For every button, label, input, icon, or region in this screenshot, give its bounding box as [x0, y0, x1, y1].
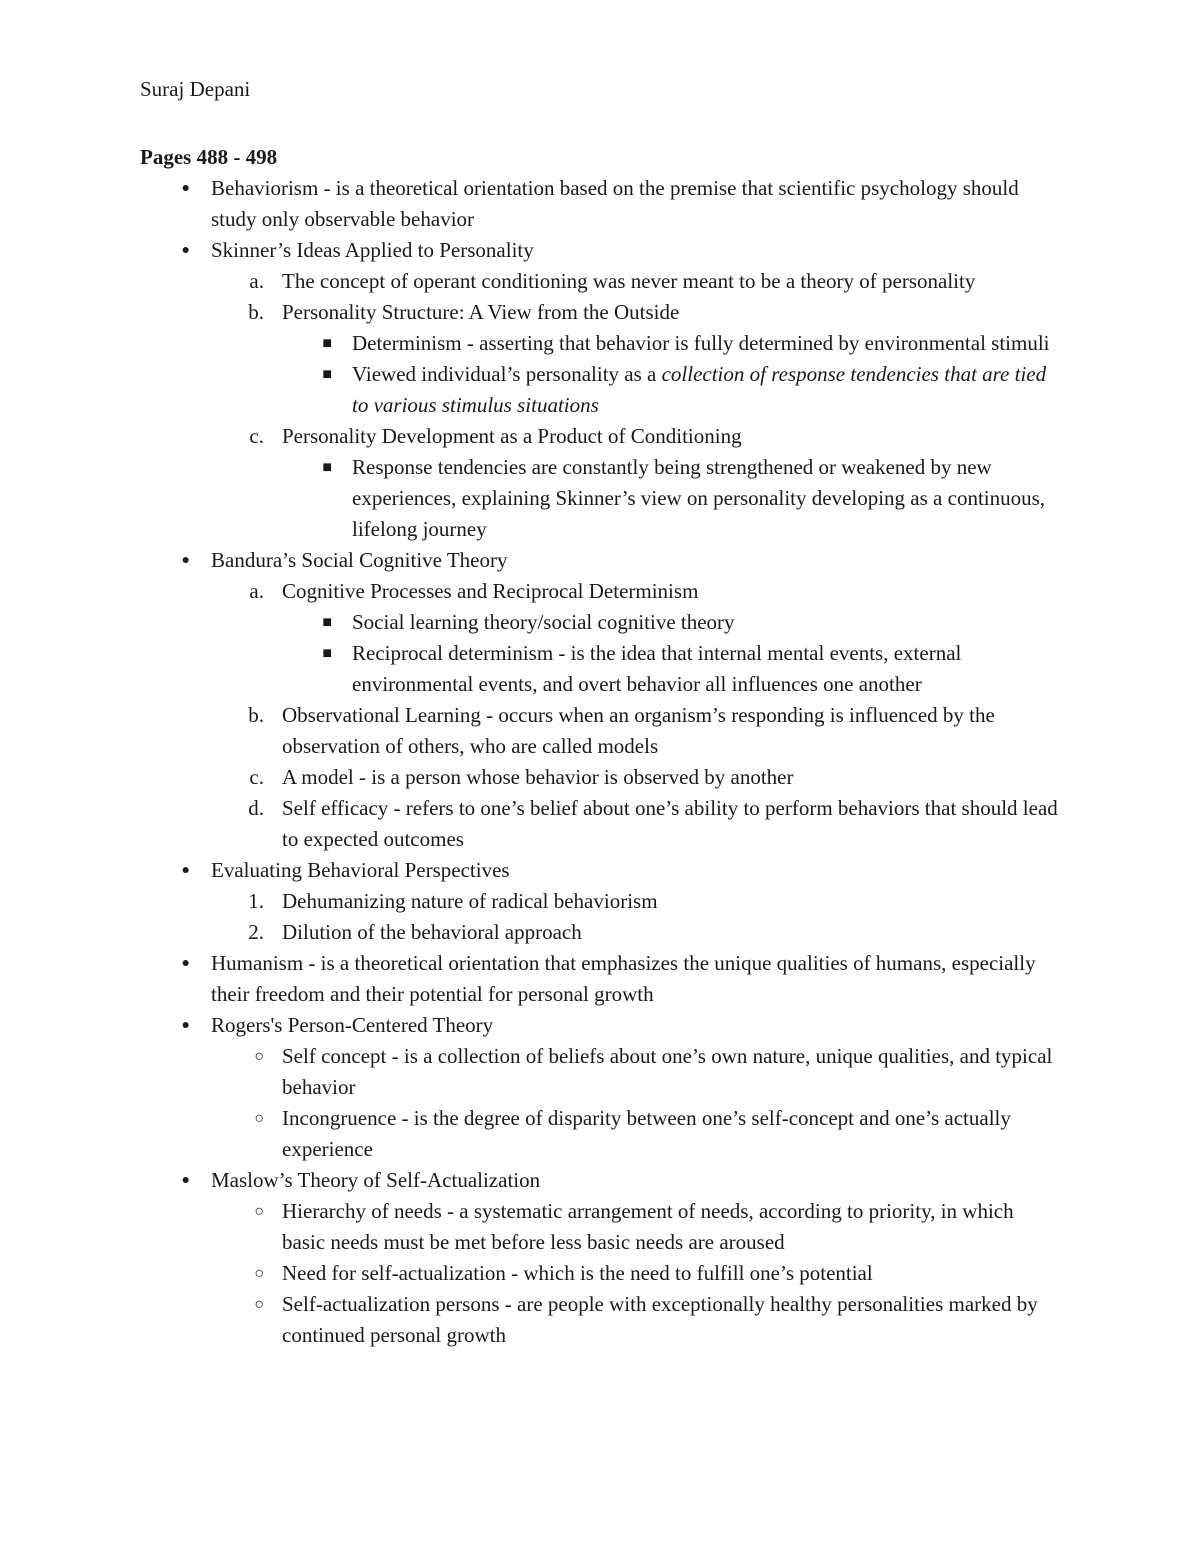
list-item-text: Behaviorism - is a theoretical orientation based on the premise that scientific psychology should study only observable behavior [211, 176, 1019, 231]
list-item [140, 359, 1060, 421]
list-item-text: Response tendencies are constantly being strengthened or weakened by new experiences, explaining Skinner’s view on personality developing as a continuous, lifelong journey [352, 455, 1046, 541]
list-item [140, 1258, 1060, 1289]
main-bullet-list [140, 173, 1060, 1351]
list-item-text: Skinner’s Ideas Applied to Personality [211, 238, 534, 262]
list-item-text: Self concept - is a collection of beliefs about one’s own nature, unique qualities, and typical behavior [282, 1044, 1053, 1099]
skinner-sublist [140, 266, 1060, 545]
list-item [140, 793, 1060, 855]
list-item-text: Maslow’s Theory of Self-Actualization [211, 1168, 541, 1192]
list-item [140, 421, 1060, 452]
list-item-text: The concept of operant conditioning was never meant to be a theory of personality [282, 269, 976, 293]
list-item [140, 297, 1060, 328]
letter-marker: b. [248, 300, 264, 324]
list-item-text: Personality Development as a Product of Conditioning [282, 424, 742, 448]
circle-bullet-icon: ○ [254, 1110, 264, 1127]
list-item [140, 917, 1060, 948]
letter-marker: a. [249, 269, 264, 293]
list-item [140, 607, 1060, 638]
list-item-text: Personality Structure: A View from the Outside [282, 300, 680, 324]
list-item-text: Bandura’s Social Cognitive Theory [211, 548, 508, 572]
personality-development-sublist [140, 452, 1060, 545]
list-item-text: Self efficacy - refers to one’s belief about one’s ability to perform behaviors that should lead to expected outcomes [282, 796, 1058, 851]
list-item-text: Need for self-actualization - which is the need to fulfill one’s potential [282, 1261, 873, 1285]
list-item-text: Determinism - asserting that behavior is fully determined by environmental stimuli [352, 331, 1050, 355]
list-item-text: Evaluating Behavioral Perspectives [211, 858, 510, 882]
notes-body [140, 142, 1060, 1351]
letter-marker: b. [248, 703, 264, 727]
circle-bullet-icon: ○ [254, 1048, 264, 1065]
letter-marker: c. [249, 424, 264, 448]
list-item-text: Social learning theory/social cognitive theory [352, 610, 735, 634]
disc-bullet-icon: ● [181, 1018, 190, 1033]
square-bullet-icon: ■ [322, 614, 332, 631]
list-item-humanism [140, 948, 1060, 1010]
list-item-text: Observational Learning - occurs when an organism’s responding is influenced by the observation of others, who are called models [282, 703, 995, 758]
disc-bullet-icon: ● [181, 863, 190, 878]
letter-marker: c. [249, 765, 264, 789]
list-item [140, 638, 1060, 700]
letter-marker: d. [248, 796, 264, 820]
square-bullet-icon: ■ [322, 645, 332, 662]
list-item-text: Dilution of the behavioral approach [282, 920, 582, 944]
list-item-text: Humanism - is a theoretical orientation that emphasizes the unique qualities of humans, especially their freedom and their potential for personal growth [211, 951, 1036, 1006]
disc-bullet-icon: ● [181, 243, 190, 258]
disc-bullet-icon: ● [181, 553, 190, 568]
list-item [140, 1196, 1060, 1258]
disc-bullet-icon: ● [181, 181, 190, 196]
square-bullet-icon: ■ [322, 366, 332, 383]
list-item [140, 1041, 1060, 1103]
list-item-skinner [140, 235, 1060, 266]
circle-bullet-icon: ○ [254, 1265, 264, 1282]
evaluating-sublist [140, 886, 1060, 948]
circle-bullet-icon: ○ [254, 1296, 264, 1313]
disc-bullet-icon: ● [181, 956, 190, 971]
number-marker: 1. [248, 889, 264, 913]
bandura-sublist [140, 576, 1060, 855]
list-item [140, 328, 1060, 359]
list-item [140, 762, 1060, 793]
circle-bullet-icon: ○ [254, 1203, 264, 1220]
list-item-text: Viewed individual’s personality as a [352, 362, 662, 386]
list-item [140, 452, 1060, 545]
author-name: Suraj Depani [140, 77, 251, 101]
maslow-sublist [140, 1196, 1060, 1351]
list-item-text: Cognitive Processes and Reciprocal Determinism [282, 579, 699, 603]
list-item-evaluating [140, 855, 1060, 886]
personality-structure-sublist [140, 328, 1060, 421]
list-item-text: A model - is a person whose behavior is observed by another [282, 765, 794, 789]
list-item-text: Self-actualization persons - are people with exceptionally healthy personalities marked by continued personal growth [282, 1292, 1038, 1347]
list-item-rogers [140, 1010, 1060, 1041]
italic-phrase: collection of response tendencies that are tied to various stimulus situations [352, 362, 1047, 417]
section-heading: Pages 488 - 498 [140, 145, 278, 169]
square-bullet-icon: ■ [322, 459, 332, 476]
number-marker: 2. [248, 920, 264, 944]
list-item-text: Rogers's Person-Centered Theory [211, 1013, 494, 1037]
list-item [140, 1289, 1060, 1351]
list-item-bandura [140, 545, 1060, 576]
list-item-text: Incongruence - is the degree of disparity between one’s self-concept and one’s actually experience [282, 1106, 1011, 1161]
list-item-text: Hierarchy of needs - a systematic arrangement of needs, according to priority, in which basic needs must be met before less basic needs are aroused [282, 1199, 1014, 1254]
square-bullet-icon: ■ [322, 335, 332, 352]
cognitive-processes-sublist [140, 607, 1060, 700]
list-item [140, 1103, 1060, 1165]
letter-marker: a. [249, 579, 264, 603]
list-item [140, 886, 1060, 917]
list-item-maslow [140, 1165, 1060, 1196]
list-item-behaviorism [140, 173, 1060, 235]
list-item [140, 266, 1060, 297]
list-item [140, 700, 1060, 762]
list-item-text: Dehumanizing nature of radical behaviorism [282, 889, 658, 913]
list-item [140, 576, 1060, 607]
rogers-sublist [140, 1041, 1060, 1165]
disc-bullet-icon: ● [181, 1173, 190, 1188]
list-item-text: Reciprocal determinism - is the idea that internal mental events, external environmental events, and overt behavior all influences one another [352, 641, 962, 696]
